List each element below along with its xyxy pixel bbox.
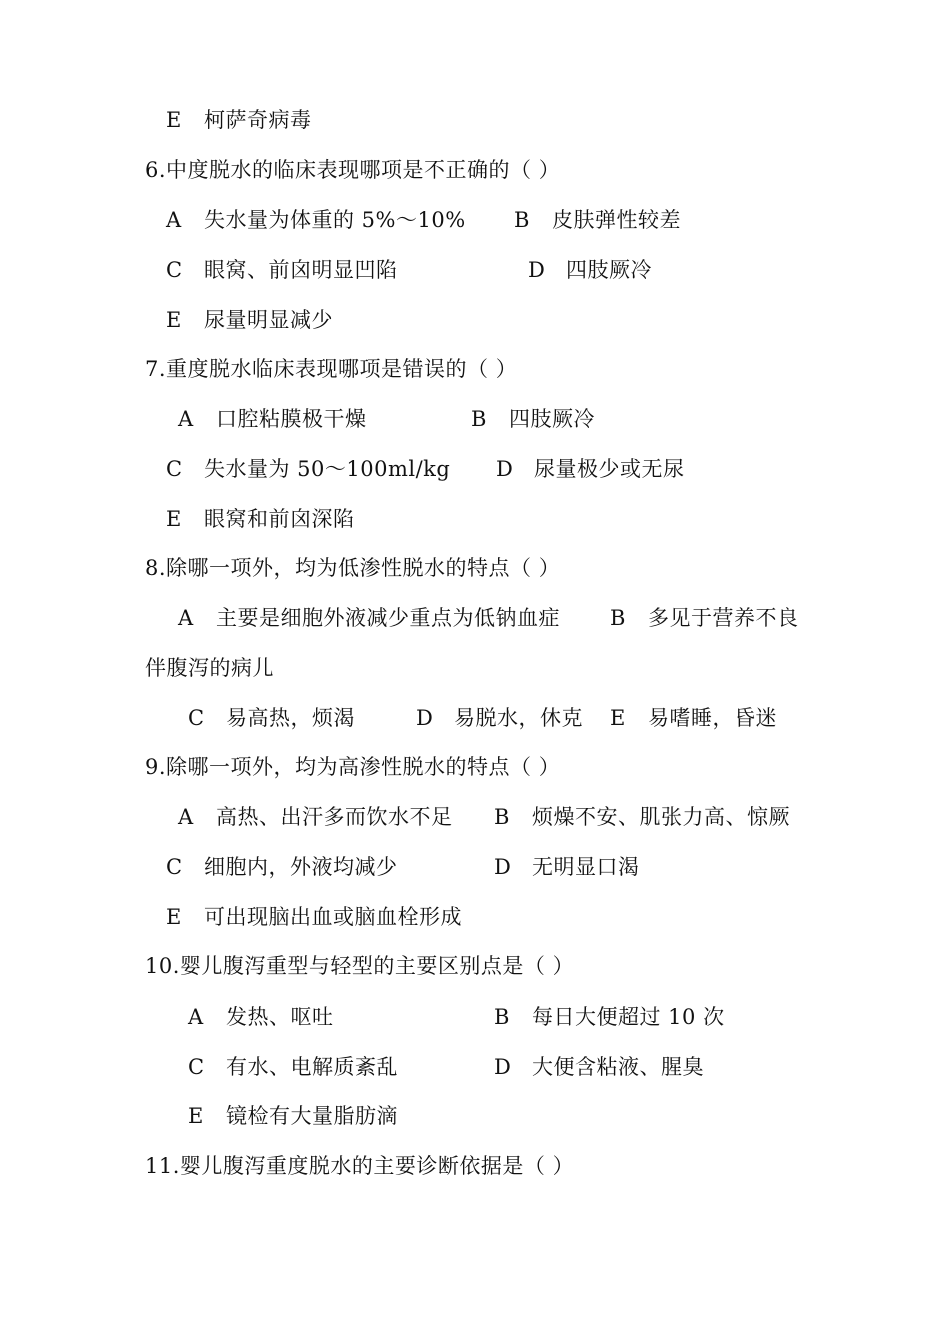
option-c xyxy=(166,850,398,884)
option-letter: E xyxy=(166,108,182,132)
question-11 xyxy=(145,1149,574,1183)
option-b xyxy=(610,601,799,635)
continuation-text: 伴腹泻的病儿 xyxy=(145,656,274,680)
option-letter: D xyxy=(496,457,514,481)
option-a xyxy=(166,203,466,237)
option-text: 有水、电解质紊乱 xyxy=(226,1055,398,1079)
option-d xyxy=(494,1050,704,1084)
option-b xyxy=(514,203,681,237)
option-letter: A xyxy=(178,606,194,630)
option-text: 尿量极少或无尿 xyxy=(534,457,685,481)
option-text: 眼窝、前囟明显凹陷 xyxy=(204,258,398,282)
option-text: 四肢厥冷 xyxy=(509,407,595,431)
option-text: 易脱水，休克 xyxy=(454,706,583,730)
option-d xyxy=(416,701,583,735)
question-text: 11.婴儿腹泻重度脱水的主要诊断依据是（ ） xyxy=(145,1154,575,1178)
option-text: 可出现脑出血或脑血栓形成 xyxy=(204,905,462,929)
option-text: 口腔粘膜极干燥 xyxy=(216,407,367,431)
option-letter: A xyxy=(178,805,194,829)
option-text: 高热、出汗多而饮水不足 xyxy=(216,805,453,829)
option-text: 大便含粘液、腥臭 xyxy=(532,1055,704,1079)
option-e xyxy=(188,1099,398,1133)
option-c xyxy=(166,253,398,287)
question-6 xyxy=(145,153,560,187)
option-text: 多见于营养不良 xyxy=(648,606,799,630)
option-a xyxy=(188,1000,334,1034)
question-7 xyxy=(145,352,517,386)
option-letter: E xyxy=(166,507,182,531)
option-e xyxy=(166,303,333,337)
option-text: 主要是细胞外液减少重点为低钠血症 xyxy=(216,606,560,630)
option-text: 皮肤弹性较差 xyxy=(552,208,681,232)
option-continuation xyxy=(145,651,274,685)
option-letter: D xyxy=(494,1055,512,1079)
option-text: 四肢厥冷 xyxy=(566,258,652,282)
option-text: 失水量为体重的 5%～10% xyxy=(204,208,466,232)
option-letter: B xyxy=(610,606,626,630)
option-letter: C xyxy=(188,1055,205,1079)
option-text: 易高热，烦渴 xyxy=(226,706,355,730)
question-text: 8.除哪一项外，均为低渗性脱水的特点（ ） xyxy=(145,556,561,580)
option-e xyxy=(610,701,777,735)
option-text: 失水量为 50～100ml/kg xyxy=(204,457,451,481)
option-text: 无明显口渴 xyxy=(532,855,640,879)
option-text: 尿量明显减少 xyxy=(204,308,333,332)
option-letter: E xyxy=(166,308,182,332)
option-a xyxy=(178,601,560,635)
option-text: 发热、呕吐 xyxy=(226,1005,334,1029)
question-9 xyxy=(145,750,560,784)
option-d xyxy=(528,253,652,287)
option-a xyxy=(178,800,453,834)
option-text: 眼窝和前囟深陷 xyxy=(204,507,355,531)
option-letter: C xyxy=(166,855,183,879)
option-letter: B xyxy=(494,805,510,829)
option-c xyxy=(188,701,355,735)
option-c xyxy=(166,452,450,486)
option-letter: B xyxy=(471,407,487,431)
option-letter: B xyxy=(494,1005,510,1029)
option-letter: C xyxy=(166,457,183,481)
option-text: 细胞内，外液均减少 xyxy=(204,855,398,879)
option-text: 柯萨奇病毒 xyxy=(204,108,312,132)
option-d xyxy=(496,452,685,486)
option-text: 易嗜睡，昏迷 xyxy=(648,706,777,730)
question-text: 10.婴儿腹泻重型与轻型的主要区别点是（ ） xyxy=(145,954,575,978)
option-letter: A xyxy=(178,407,194,431)
question-text: 7.重度脱水临床表现哪项是错误的（ ） xyxy=(145,357,518,381)
option-letter: A xyxy=(166,208,182,232)
option-letter: A xyxy=(188,1005,204,1029)
option-letter: C xyxy=(166,258,183,282)
option-b xyxy=(494,800,790,834)
option-letter: C xyxy=(188,706,205,730)
option-c xyxy=(188,1050,398,1084)
option-text: 每日大便超过 10 次 xyxy=(532,1005,725,1029)
option-letter: D xyxy=(494,855,512,879)
option-b xyxy=(471,402,595,436)
option-letter: E xyxy=(166,905,182,929)
question-8 xyxy=(145,551,560,585)
option-text: 烦燥不安、肌张力高、惊厥 xyxy=(532,805,790,829)
question-10 xyxy=(145,949,574,983)
option-a xyxy=(178,402,367,436)
option-e xyxy=(166,900,462,934)
option-letter: D xyxy=(528,258,546,282)
option-letter: E xyxy=(610,706,626,730)
option-d xyxy=(494,850,640,884)
question-text: 9.除哪一项外，均为高渗性脱水的特点（ ） xyxy=(145,755,561,779)
option-text: 镜检有大量脂肪滴 xyxy=(226,1104,398,1128)
option-letter: D xyxy=(416,706,434,730)
option-e xyxy=(166,502,355,536)
option-letter: B xyxy=(514,208,530,232)
option-letter: E xyxy=(188,1104,204,1128)
option-b xyxy=(494,1000,725,1034)
option-e xyxy=(166,103,312,137)
question-text: 6.中度脱水的临床表现哪项是不正确的（ ） xyxy=(145,158,561,182)
